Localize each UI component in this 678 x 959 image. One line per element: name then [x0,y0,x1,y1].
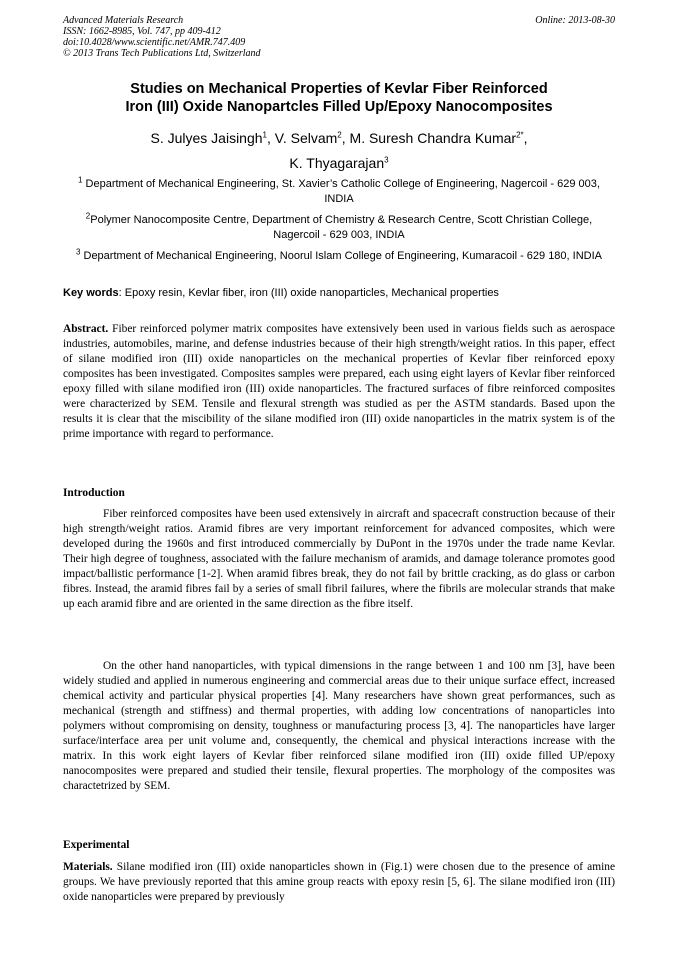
author-line-1 [63,126,615,151]
title-line-2: Iron (III) Oxide Nanopartcles Filled Up/Epoxy Nanocomposites [125,99,553,115]
affiliation [63,213,615,243]
author-name: M. Suresh Chandra Kumar [349,130,517,146]
author-name: K. Thyagarajan [289,155,385,171]
title-line-1: Studies on Mechanical Properties of Kevlar Fiber Reinforced [130,81,548,97]
author-separator: , [341,130,350,146]
materials-label: Materials. [63,861,113,873]
author-affiliation-mark: 2* [516,130,524,140]
section-heading-experimental: Experimental [63,839,130,851]
affiliation [63,177,615,207]
author-affiliation-mark: 2 [337,130,342,140]
copyright-line: © 2013 Trans Tech Publications Ltd, Switzerland [63,48,261,59]
author-separator: , [523,130,528,146]
paper-title [63,80,615,116]
issn-line: ISSN: 1662-8985, Vol. 747, pp 409-412 [63,26,221,37]
online-date: Online: 2013-08-30 [535,15,615,26]
keywords [63,286,623,300]
section-heading-introduction: Introduction [63,487,125,499]
keywords-label: Key words [63,287,119,299]
affiliation-text: Department of Mechanical Engineering, St. Xavier’s Catholic College of Engineering, Nagercoil - 629 003, INDIA [85,178,600,205]
affiliation-text: Department of Mechanical Engineering, Noorul Islam College of Engineering, Kumaracoil - 629 180, INDIA [83,250,602,262]
affiliation-mark: 1 [78,175,83,185]
affiliation-text: Polymer Nanocomposite Centre, Department of Chemistry & Research Centre, Scott Christian College, Nagercoil - 629 003, INDIA [90,214,593,241]
author-affiliation-mark: 3 [384,155,389,165]
affiliation [63,249,615,264]
abstract [63,322,615,442]
author-name: S. Julyes Jaisingh [150,130,263,146]
affiliation-mark: 2 [85,211,91,221]
materials-paragraph [63,860,615,905]
author-list [63,126,615,176]
introduction-paragraph: Fiber reinforced composites have been used extensively in aircraft and spacecraft construction because of their high strength/weight ratios. Aramid fibres are very important reinforcement for advanced composites, which were developed during the 1960s and first introduced commercially by DuPont in the 1970s under the trade name Kevlar. Their high degree of toughness, associated with the failure mechanism of aramids, and damage tolerance promotes good impact/ballistic performance [1-2]. When aramid fibres break, they do not fail by brittle cracking, as do glass or carbon fibres. Instead, the aramid fibres fail by a series of small fibril failures, where the fibrils are molecular strands that make up each aramid fibre and are oriented in the same direction as the fibre itself. [63,508,615,610]
introduction-paragraph: On the other hand nanoparticles, with typical dimensions in the range between 1 and 100 nm [3], have been widely studied and applied in numerous engineering and commercial areas due to their unique surface effect, increased chemical activity and particular physical properties [4]. Many researchers have shown great performances, such as mechanical (strength and stiffness) and thermal properties, with adding low concentrations of nanoparticles into polymers without compromising on density, toughness or manufacturing process [3, 4]. The nanoparticles have larger surface/interface area per unit volume and, consequently, the chemical and physical interactions increase with the matrix. In this work eight layers of Kevlar fiber reinforced silane modified iron (III) oxide filled UP/epoxy nanocomposites were prepared and studied their tensile, flexural properties. The morphology of the composites was charactetrized by SEM. [63,660,615,792]
author-affiliation-mark: 1 [262,130,267,140]
journal-header [63,15,615,59]
journal-name: Advanced Materials Research [63,15,184,26]
materials-text: Silane modified iron (III) oxide nanoparticles shown in (Fig.1) were chosen due to the presence of amine groups. We have previously reported that this amine group reacts with epoxy resin [5, 6]. The silane modified iron (III) oxide nanoparticles were prepared by previously [63,861,615,903]
abstract-text: Fiber reinforced polymer matrix composites have extensively been used in various fields such as aerospace industries, automobiles, marine, and defense industries because of their high strength/weight ratios. In this paper, effect of silane modified iron (III) oxide nanoparticles on the mechanical properties of Kevlar fiber reinforced epoxy composites has been investigated. Composites samples were prepared, each using eight layers of Kevlar fiber reinforced epoxy filled with silane modified iron (III) oxide nanoparticles. The fractured surfaces of fibre reinforced composites were characterized by SEM. Tensile and flexural strength was studied as per the ASTM standards. Based upon the results it is clear that the miscibility of the silane modified iron (III) oxide nanoparticles in the matrix system is of the prime importance with regard to performance. [63,323,615,440]
doi-line: doi:10.4028/www.scientific.net/AMR.747.409 [63,37,246,48]
author-line-2 [63,151,615,176]
author-name: V. Selvam [274,130,338,146]
abstract-label: Abstract. [63,323,109,335]
affiliation-mark: 3 [75,247,81,257]
author-separator: , [267,130,275,146]
keywords-text: : Epoxy resin, Kevlar fiber, iron (III) oxide nanoparticles, Mechanical properties [118,287,499,299]
affiliation-list [63,177,615,270]
